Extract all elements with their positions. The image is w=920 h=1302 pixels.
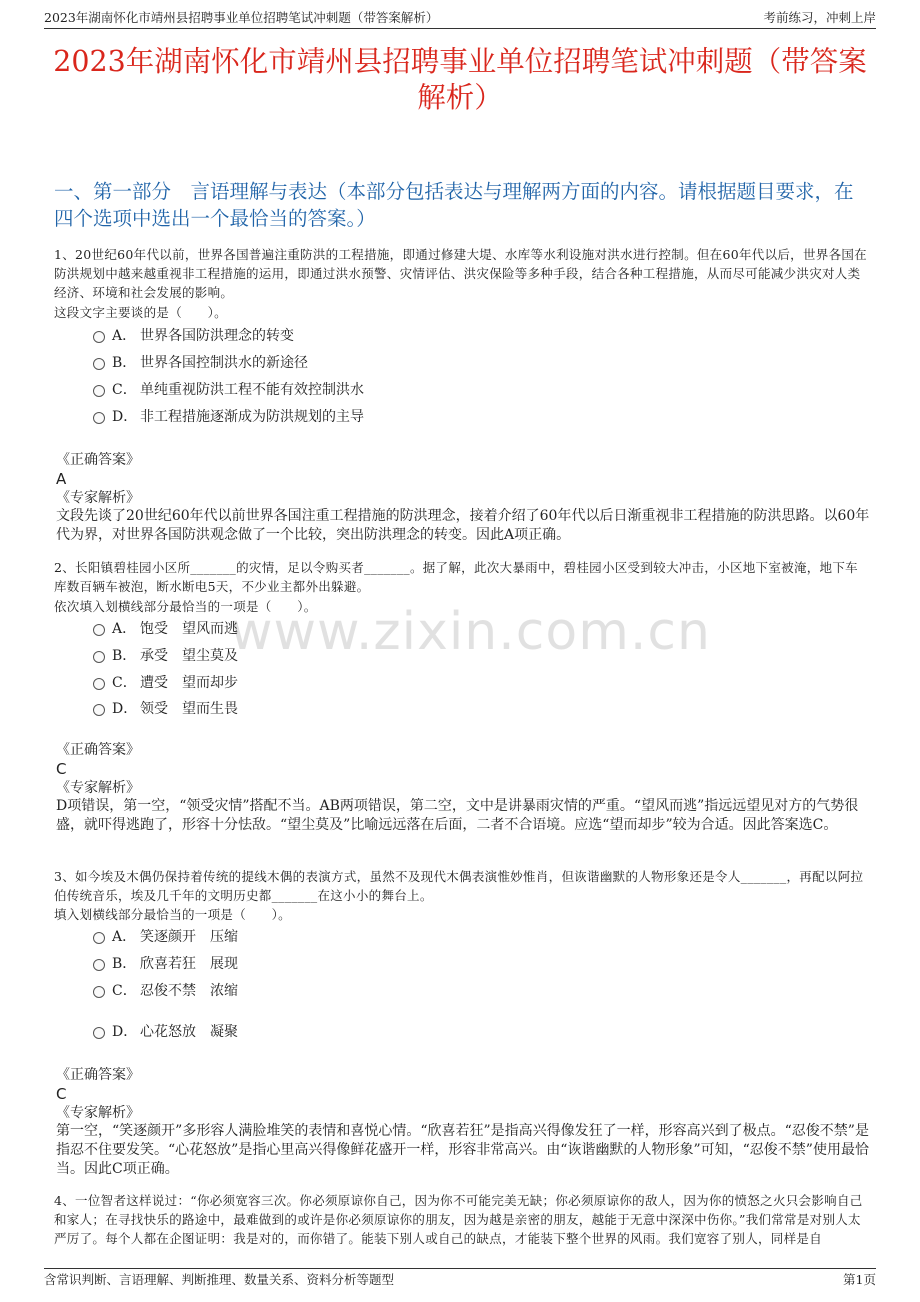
question-2-explain-label: 《专家解析》 — [56, 780, 140, 796]
page-header — [44, 8, 876, 29]
question-3-explanation: 第一空，“笑逐颜开”多形容人满脸堆笑的表情和喜悦心情。“欣喜若狂”是指高兴得像发狂了一样，形容高兴到了极点。“忍俊不禁”是指忍不住要发笑。“心花怒放”是指心里高兴得像鲜花盛开一样，形容非常高兴。由“诙谐幽默的人物形象”可知，“忍俊不禁”使用最恰当。因此C项正确。 — [56, 1123, 869, 1177]
header-document-title: 2023年湖南怀化市靖州县招聘事业单位招聘笔试冲刺题（带答案解析） — [44, 10, 439, 25]
section-title: 一、第一部分 言语理解与表达（本部分包括表达与理解两方面的内容。请根据题目要求，在四个选项中选出一个最恰当的答案。） — [54, 180, 854, 230]
page-number: 第1页 — [843, 1272, 876, 1287]
radio-icon[interactable] — [93, 624, 105, 636]
question-3-answer: C — [56, 1085, 67, 1103]
question-3-option-d[interactable] — [93, 1022, 238, 1042]
question-1-option-c[interactable] — [93, 380, 364, 400]
radio-icon[interactable] — [93, 385, 105, 397]
question-2-explanation: D项错误，第一空，“领受灾情”搭配不当。AB两项错误，第二空，文中是讲暴雨灾情的严重。“望风而逃”指远远望见对方的气势很盛，就吓得逃跑了，形容十分怯敌。“望尘莫及”比喻远远落在后面，二者不合语境。应选“望而却步”较为合适。因此答案选C。 — [56, 798, 859, 833]
question-2-option-b[interactable] — [93, 646, 238, 666]
radio-icon[interactable] — [93, 678, 105, 690]
option-letter: B． — [112, 648, 137, 664]
footer-topics: 含常识判断、言语理解、判断推理、数量关系、资料分析等题型 — [44, 1272, 395, 1287]
question-3-explain-label: 《专家解析》 — [56, 1105, 140, 1121]
radio-icon[interactable] — [93, 1027, 105, 1039]
option-letter: A． — [112, 929, 137, 945]
question-3-stem: 3、如今埃及木偶仍保持着传统的提线木偶的表演方式，虽然不及现代木偶表演惟妙惟肖，但诙谐幽默的人物形象还是令人_______，再配以阿拉伯传统音乐，埃及几千年的文明历史都_______在这小小的舞台上。 — [54, 869, 864, 903]
radio-icon[interactable] — [93, 358, 105, 370]
option-letter: D． — [112, 409, 138, 425]
option-letter: A． — [112, 621, 137, 637]
question-2-stem: 2、长阳镇碧桂园小区所_______的灾情，足以令购买者_______。据了解，此次大暴雨中，碧桂园小区受到较大冲击，小区地下室被淹，地下车库数百辆车被泡，断水断电5天，不少业主都外出躲避。 — [54, 560, 858, 594]
option-text: 饱受 望风而逃 — [140, 621, 238, 637]
question-2-option-d[interactable] — [93, 699, 238, 719]
question-1-answer-label: 《正确答案》 — [56, 452, 140, 468]
radio-icon[interactable] — [93, 959, 105, 971]
question-2-answer-label: 《正确答案》 — [56, 742, 140, 758]
header-slogan: 考前练习，冲刺上岸 — [763, 10, 876, 25]
question-3-option-c[interactable] — [93, 981, 238, 1001]
option-letter: C． — [112, 983, 137, 999]
option-letter: B． — [112, 355, 137, 371]
option-letter: A． — [112, 328, 137, 344]
option-text: 心花怒放 凝聚 — [140, 1024, 238, 1040]
option-text: 承受 望尘莫及 — [140, 648, 238, 664]
question-2-prompt: 依次填入划横线部分最恰当的一项是（ ）。 — [54, 599, 317, 614]
question-1-stem: 1、20世纪60年代以前，世界各国普遍注重防洪的工程措施，即通过修建大堤、水库等水利设施对洪水进行控制。但在60年代以后，世界各国在防洪规划中越来越重视非工程措施的运用，即通过洪水预警、灾情评估、洪灾保险等多种手段，结合各种工程措施，从而尽可能减少洪灾对人类经济、环境和社会发展的影响。 — [54, 247, 867, 300]
question-1-answer: A — [56, 470, 67, 488]
watermark: www.zixin.com.cn — [230, 602, 711, 662]
radio-icon[interactable] — [93, 412, 105, 424]
option-letter: B． — [112, 956, 137, 972]
question-3-answer-label: 《正确答案》 — [56, 1067, 140, 1083]
option-text: 单纯重视防洪工程不能有效控制洪水 — [140, 382, 364, 398]
question-2-option-c[interactable] — [93, 673, 238, 693]
question-1-option-d[interactable] — [93, 407, 364, 427]
page-footer — [44, 1268, 876, 1289]
question-1-option-a[interactable] — [93, 326, 294, 346]
question-3-option-b[interactable] — [93, 954, 238, 974]
question-3-option-a[interactable] — [93, 927, 238, 947]
question-1-prompt: 这段文字主要谈的是（ ）。 — [54, 305, 227, 320]
question-4-stem: 4、一位智者这样说过：“你必须宽容三次。你必须原谅你自己，因为你不可能完美无缺；你必须原谅你的敌人，因为你的愤怒之火只会影响自己和家人；在寻找快乐的路途中，最难做到的或许是你必须原谅你的朋友，因为越是亲密的朋友，越能于无意中深深中伤你。”我们常常是对别人太严厉了。每个人都在企图证明：我是对的，而你错了。能装下别人或自己的缺点，才能装下整个世界的风雨。我们宽容了别人，同样是自 — [54, 1193, 863, 1246]
option-text: 遭受 望而却步 — [140, 675, 238, 691]
question-1-explanation: 文段先谈了20世纪60年代以前世界各国注重工程措施的防洪理念，接着介绍了60年代以后日渐重视非工程措施的防洪思路。以60年代为界，对世界各国防洪观念做了一个比较，突出防洪理念的转变。因此A项正确。 — [56, 508, 870, 543]
question-3-prompt: 填入划横线部分最恰当的一项是（ ）。 — [54, 907, 291, 922]
option-text: 欣喜若狂 展现 — [140, 956, 238, 972]
option-letter: C． — [112, 382, 137, 398]
option-text: 笑逐颜开 压缩 — [140, 929, 238, 945]
option-text: 领受 望而生畏 — [140, 701, 238, 717]
question-2-option-a[interactable] — [93, 619, 238, 639]
question-1-option-b[interactable] — [93, 353, 308, 373]
radio-icon[interactable] — [93, 986, 105, 998]
question-1-explain-label: 《专家解析》 — [56, 490, 140, 506]
radio-icon[interactable] — [93, 651, 105, 663]
option-letter: D． — [112, 1024, 138, 1040]
radio-icon[interactable] — [93, 331, 105, 343]
option-text: 忍俊不禁 浓缩 — [140, 983, 238, 999]
radio-icon[interactable] — [93, 704, 105, 716]
question-2-answer: C — [56, 760, 67, 778]
option-text: 世界各国防洪理念的转变 — [140, 328, 294, 344]
option-text: 非工程措施逐渐成为防洪规划的主导 — [140, 409, 364, 425]
document-title: 2023年湖南怀化市靖州县招聘事业单位招聘笔试冲刺题（带答案解析） — [53, 45, 867, 114]
option-letter: D． — [112, 701, 138, 717]
option-letter: C． — [112, 675, 137, 691]
option-text: 世界各国控制洪水的新途径 — [140, 355, 308, 371]
radio-icon[interactable] — [93, 932, 105, 944]
